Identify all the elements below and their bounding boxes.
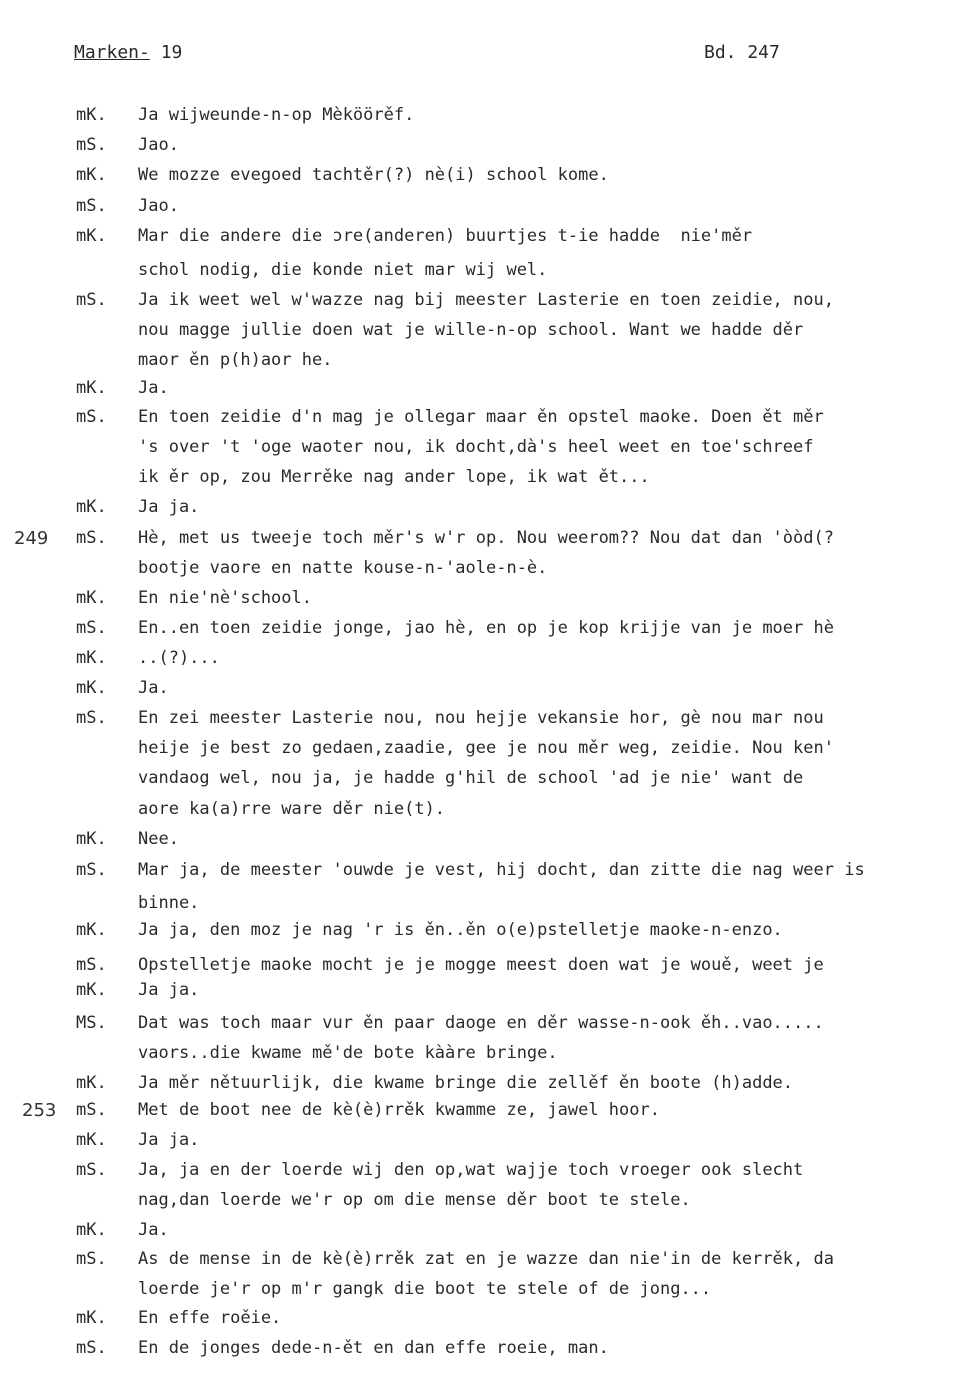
speaker-label: mK. xyxy=(76,588,107,608)
utterance-text: En effe roěie. xyxy=(138,1308,282,1328)
transcript-line xyxy=(0,920,973,946)
speaker-label: mK. xyxy=(76,165,107,185)
transcript-line xyxy=(0,350,973,376)
utterance-text: aore ka(a)rre ware děr nie(t). xyxy=(138,799,446,819)
speaker-label: mK. xyxy=(76,105,107,125)
header-title-underlined: Marken- xyxy=(74,42,150,63)
speaker-label: mK. xyxy=(76,829,107,849)
transcript-line xyxy=(0,799,973,825)
utterance-text: nag,dan loerde we'r op om die mense děr boot te stele. xyxy=(138,1190,691,1210)
transcript-line xyxy=(0,1220,973,1246)
transcript-line xyxy=(0,955,973,981)
speaker-label: mK. xyxy=(76,1308,107,1328)
transcript-line xyxy=(0,1130,973,1156)
transcript-line xyxy=(0,290,973,316)
utterance-text: Ja měr nětuurlijk, die kwame bringe die zellěf ěn boote (h)adde. xyxy=(138,1073,794,1093)
speaker-label: MS. xyxy=(76,1013,107,1033)
utterance-text: maor ěn p(h)aor he. xyxy=(138,350,333,370)
transcript-line xyxy=(0,893,973,919)
transcript-line xyxy=(0,738,973,764)
speaker-label: mS. xyxy=(76,860,107,880)
utterance-text: loerde je'r op m'r gangk die boot te stele of de jong... xyxy=(138,1279,712,1299)
transcript-line xyxy=(0,1073,973,1099)
speaker-label: mK. xyxy=(76,648,107,668)
utterance-text: Dat was toch maar vur ěn paar daoge en děr wasse-n-ook ěh..vao..... xyxy=(138,1013,824,1033)
speaker-label: mS. xyxy=(76,407,107,427)
utterance-text: As de mense in de kè(è)rrěk zat en je wazze dan nie'in de kerrěk, da xyxy=(138,1249,834,1269)
speaker-label: mS. xyxy=(76,1160,107,1180)
speaker-label: mS. xyxy=(76,528,107,548)
utterance-text: vandaog wel, nou ja, je hadde g'hil de school 'ad je nie' want de xyxy=(138,768,804,788)
transcript-line xyxy=(0,678,973,704)
tape-reference: Bd. 247 xyxy=(704,42,780,63)
utterance-text: ik ěr op, zou Merrěke nag ander lope, ik wat ět... xyxy=(138,467,650,487)
utterance-text: Ja. xyxy=(138,378,169,398)
utterance-text: binne. xyxy=(138,893,200,913)
line-number: 249 xyxy=(14,528,49,549)
utterance-text: Hè, met us tweeje toch měr's w'r op. Nou weerom?? Nou dat dan 'òòd(? xyxy=(138,528,834,548)
transcript-line xyxy=(0,1100,973,1126)
utterance-text: 's over 't 'oge waoter nou, ik docht,dà's heel weet en toe'schreef xyxy=(138,437,814,457)
speaker-label: mK. xyxy=(76,378,107,398)
transcript-line xyxy=(0,196,973,222)
speaker-label: mS. xyxy=(76,1100,107,1120)
utterance-text: Opstelletje maoke mocht je je mogge meest doen wat je wouě, weet je xyxy=(138,955,824,975)
speaker-label: mK. xyxy=(76,1130,107,1150)
transcript-line xyxy=(0,768,973,794)
speaker-label: mS. xyxy=(76,618,107,638)
page-header-title xyxy=(74,42,182,63)
transcript-line xyxy=(0,1013,973,1039)
speaker-label: mS. xyxy=(76,708,107,728)
transcript-line xyxy=(0,1043,973,1069)
speaker-label: mK. xyxy=(76,226,107,246)
transcript-line xyxy=(0,648,973,674)
transcript-line xyxy=(0,165,973,191)
line-number: 253 xyxy=(22,1100,57,1121)
speaker-label: mS. xyxy=(76,196,107,216)
utterance-text: Mar ja, de meester 'ouwde je vest, hij docht, dan zitte die nag weer is xyxy=(138,860,865,880)
utterance-text: En..en toen zeidie jonge, jao hè, en op je kop krijje van je moer hè xyxy=(138,618,834,638)
utterance-text: bootje vaore en natte kouse-n-'aole-n-è. xyxy=(138,558,548,578)
transcript-line xyxy=(0,407,973,433)
utterance-text: Jao. xyxy=(138,135,179,155)
speaker-label: mK. xyxy=(76,980,107,1000)
transcript-line xyxy=(0,860,973,886)
transcript-line xyxy=(0,558,973,584)
utterance-text: Mar die andere die ɔre(anderen) buurtjes t-ie hadde nie'měr xyxy=(138,226,753,246)
transcript-line xyxy=(0,1190,973,1216)
transcript-line xyxy=(0,1160,973,1186)
transcript-line xyxy=(0,980,973,1006)
transcript-line xyxy=(0,497,973,523)
transcript-line xyxy=(0,135,973,161)
utterance-text: Nee. xyxy=(138,829,179,849)
transcript-line xyxy=(0,829,973,855)
utterance-text: Ja ja. xyxy=(138,1130,200,1150)
transcript-line xyxy=(0,1249,973,1275)
utterance-text: Ja wijweunde-n-op Mèköörěf. xyxy=(138,105,415,125)
speaker-label: mS. xyxy=(76,955,107,975)
transcript-line xyxy=(0,226,973,252)
transcript-line xyxy=(0,588,973,614)
transcript-line xyxy=(0,1308,973,1334)
speaker-label: mK. xyxy=(76,678,107,698)
speaker-label: mS. xyxy=(76,1249,107,1269)
utterance-text: Ja ja. xyxy=(138,980,200,1000)
transcript-line xyxy=(0,260,973,286)
utterance-text: schol nodig, die konde niet mar wij wel. xyxy=(138,260,548,280)
transcript-line xyxy=(0,1279,973,1305)
speaker-label: mK. xyxy=(76,497,107,517)
transcript-line xyxy=(0,378,973,404)
speaker-label: mK. xyxy=(76,1073,107,1093)
transcript-line xyxy=(0,528,973,554)
speaker-label: mS. xyxy=(76,135,107,155)
utterance-text: Ja ik weet wel w'wazze nag bij meester Lasterie en toen zeidie, nou, xyxy=(138,290,834,310)
utterance-text: Ja ja. xyxy=(138,497,200,517)
utterance-text: heije je best zo gedaen,zaadie, gee je nou měr weg, zeidie. Nou ken' xyxy=(138,738,834,758)
utterance-text: ..(?)... xyxy=(138,648,220,668)
speaker-label: mS. xyxy=(76,290,107,310)
utterance-text: Jao. xyxy=(138,196,179,216)
transcript-line xyxy=(0,105,973,131)
utterance-text: Ja ja, den moz je nag 'r is ěn..ěn o(e)pstelletje maoke-n-enzo. xyxy=(138,920,783,940)
speaker-label: mS. xyxy=(76,1338,107,1358)
transcript-line xyxy=(0,618,973,644)
utterance-text: Ja, ja en der loerde wij den op,wat wajje toch vroeger ook slecht xyxy=(138,1160,804,1180)
speaker-label: mK. xyxy=(76,920,107,940)
transcript-line xyxy=(0,467,973,493)
utterance-text: En de jonges dede-n-ět en dan effe roeie, man. xyxy=(138,1338,609,1358)
utterance-text: Ja. xyxy=(138,678,169,698)
utterance-text: nou magge jullie doen wat je wille-n-op school. Want we hadde děr xyxy=(138,320,804,340)
utterance-text: En zei meester Lasterie nou, nou hejje vekansie hor, gè nou mar nou xyxy=(138,708,824,728)
utterance-text: En nie'nè'school. xyxy=(138,588,312,608)
utterance-text: Ja. xyxy=(138,1220,169,1240)
transcript-line xyxy=(0,320,973,346)
header-title-number: 19 xyxy=(149,42,183,63)
transcript-line xyxy=(0,708,973,734)
speaker-label: mK. xyxy=(76,1220,107,1240)
utterance-text: vaors..die kwame mě'de bote kààre bringe. xyxy=(138,1043,558,1063)
utterance-text: Met de boot nee de kè(è)rrěk kwamme ze, jawel hoor. xyxy=(138,1100,660,1120)
transcript-line xyxy=(0,437,973,463)
utterance-text: En toen zeidie d'n mag je ollegar maar ěn opstel maoke. Doen ět měr xyxy=(138,407,824,427)
utterance-text: We mozze evegoed tachtěr(?) nè(i) school kome. xyxy=(138,165,609,185)
transcript-line xyxy=(0,1338,973,1364)
